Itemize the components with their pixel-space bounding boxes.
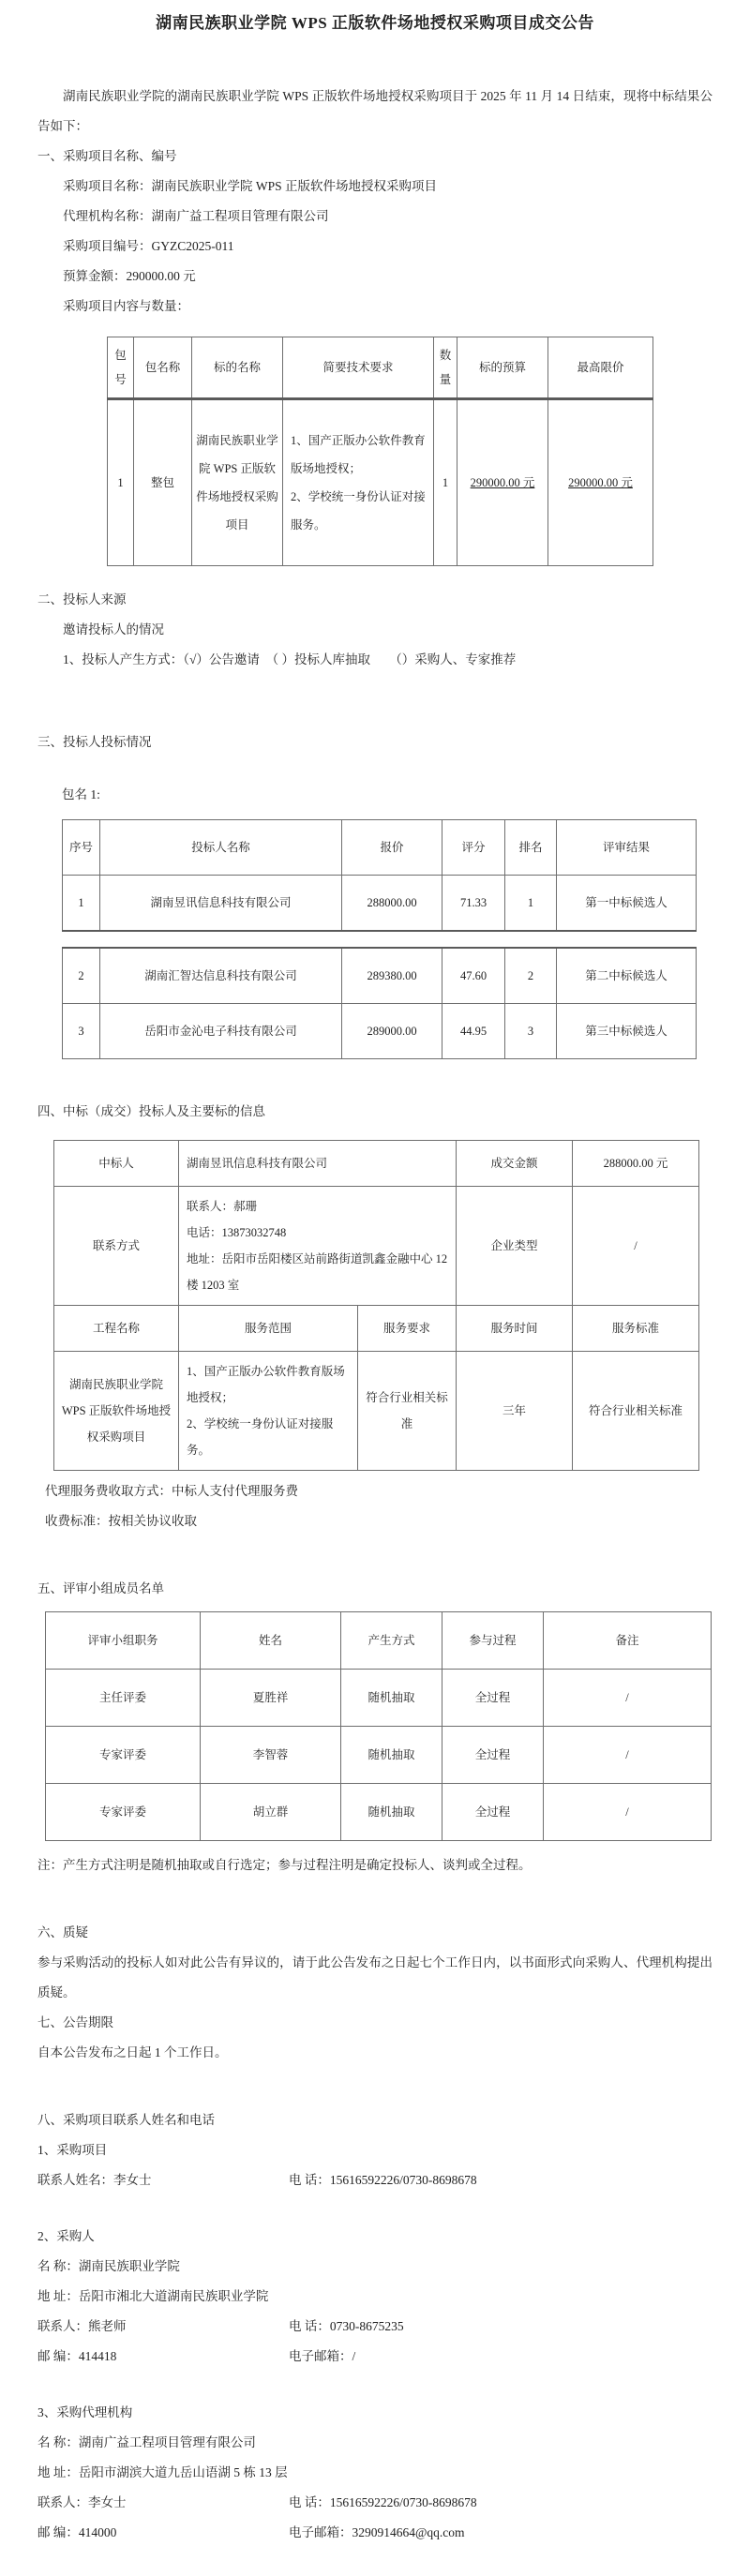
col-header-service-standard: 服务标准 — [573, 1306, 699, 1352]
committee-member-name: 李智蓉 — [201, 1727, 341, 1784]
bidder-seq: 1 — [63, 876, 100, 932]
sub2-label: 2、采购人 — [38, 2229, 95, 2243]
committee-member-name: 胡立群 — [201, 1784, 341, 1841]
project-contact-phone: 电 话：15616592226/0730-8698678 — [289, 2173, 477, 2187]
sub3-label: 3、采购代理机构 — [38, 2405, 133, 2419]
bidders-table-part2 — [62, 947, 697, 1059]
award-info-table — [53, 1140, 699, 1471]
service-row — [54, 1352, 699, 1471]
bidder-row — [63, 1004, 697, 1059]
bidder-score: 47.60 — [442, 948, 505, 1004]
bidder-result: 第三中标候选人 — [557, 1004, 697, 1059]
bidder-score: 71.33 — [442, 876, 505, 932]
purchaser-zip-email-row — [38, 2342, 712, 2372]
col-header-project-name: 工程名称 — [54, 1306, 179, 1352]
committee-participation: 全过程 — [442, 1727, 544, 1784]
col-header-remark: 备注 — [544, 1612, 712, 1670]
committee-selection-method: 随机抽取 — [341, 1727, 442, 1784]
service-scope-1: 1、国产正版办公软件教育版场地授权； — [187, 1365, 345, 1404]
committee-selection-method: 随机抽取 — [341, 1670, 442, 1727]
col-header-price: 报价 — [342, 820, 442, 876]
package-label: 包名 1: — [62, 787, 100, 801]
committee-selection-method: 随机抽取 — [341, 1784, 442, 1841]
col-header-review-result: 评审结果 — [557, 820, 697, 876]
project-contact-row — [38, 2165, 712, 2195]
service-scope-2: 2、学校统一身份认证对接服务。 — [187, 1417, 334, 1457]
purchaser-name-line: 名 称：湖南民族职业学院 — [38, 2259, 180, 2273]
package-name-cell: 整包 — [134, 399, 192, 566]
col-header-package-name: 包名称 — [134, 337, 192, 399]
contact-info-cell — [179, 1187, 457, 1306]
col-header-seq: 序号 — [63, 820, 100, 876]
agency-contact-row — [38, 2488, 712, 2518]
bidder-row — [63, 876, 697, 932]
bidder-score: 44.95 — [442, 1004, 505, 1059]
col-header-bidder-name: 投标人名称 — [100, 820, 342, 876]
service-time: 三年 — [457, 1352, 573, 1471]
purchaser-email: 电子邮箱：/ — [289, 2349, 356, 2363]
bidder-name: 湖南昱讯信息科技有限公司 — [100, 876, 342, 932]
col-header-rank: 排名 — [505, 820, 557, 876]
max-price-cell: 290000.00 元 — [548, 399, 653, 566]
enterprise-type-label: 企业类型 — [457, 1187, 573, 1306]
agency-contact-phone: 电 话：15616592226/0730-8698678 — [289, 2495, 477, 2509]
section3-heading: 三、投标人投标情况 — [38, 735, 152, 749]
col-header-max-price: 最高限价 — [548, 337, 653, 399]
col-header-quantity: 数量 — [434, 337, 458, 399]
contact-label: 联系方式 — [54, 1187, 179, 1306]
winner-label: 中标人 — [54, 1141, 179, 1187]
committee-role: 专家评委 — [46, 1784, 201, 1841]
intro-paragraph: 湖南民族职业学院的湖南民族职业学院 WPS 正版软件场地授权采购项目于 2025 年 11 月 14 日结束，现将中标结果公告如下： — [38, 89, 712, 133]
col-header-committee-role: 评审小组职务 — [46, 1612, 201, 1670]
subject-budget-cell: 290000.00 元 — [458, 399, 548, 566]
bidders-table-header-row — [63, 820, 697, 876]
col-header-service-time: 服务时间 — [457, 1306, 573, 1352]
winner-name: 湖南昱讯信息科技有限公司 — [179, 1141, 457, 1187]
award-amount-label: 成交金额 — [457, 1141, 573, 1187]
committee-role: 专家评委 — [46, 1727, 201, 1784]
col-header-subject-name: 标的名称 — [192, 337, 283, 399]
package-table — [107, 337, 653, 566]
tech-requirement-2: 2、学校统一身份认证对接服务。 — [291, 490, 426, 532]
committee-member-name: 夏胜祥 — [201, 1670, 341, 1727]
package-table-header-row — [108, 337, 653, 399]
committee-remark: / — [544, 1670, 712, 1727]
winner-contact-address: 地址：岳阳市岳阳楼区站前路街道凯鑫金融中心 12 楼 1203 室 — [187, 1252, 448, 1292]
budget-line: 预算金额：290000.00 元 — [63, 269, 196, 283]
committee-remark: / — [544, 1727, 712, 1784]
agency-zip-email-row — [38, 2518, 712, 2548]
purchaser-contact-phone: 电 话：0730-8675235 — [289, 2319, 404, 2333]
winner-contact-person: 联系人：郝珊 — [187, 1200, 258, 1213]
agency-email: 电子邮箱：3290914664@qq.com — [289, 2525, 465, 2539]
bidder-name: 湖南汇智达信息科技有限公司 — [100, 948, 342, 1004]
package-no-cell: 1 — [108, 399, 134, 566]
bidder-rank: 1 — [505, 876, 557, 932]
award-amount: 288000.00 元 — [573, 1141, 699, 1187]
project-name-line: 采购项目名称：湖南民族职业学院 WPS 正版软件场地授权采购项目 — [63, 179, 438, 193]
col-header-service-requirement: 服务要求 — [358, 1306, 457, 1352]
col-header-selection-method: 产生方式 — [341, 1612, 442, 1670]
tech-requirement-1: 1、国产正版办公软件教育版场地授权； — [291, 434, 426, 475]
project-number-line: 采购项目编号：GYZC2025-011 — [63, 239, 234, 253]
bidder-source-method-line: 1、投标人产生方式：（√）公告邀请 （ ）投标人库抽取 （）采购人、专家推荐 — [63, 652, 517, 666]
col-header-score: 评分 — [442, 820, 505, 876]
invite-bidders-line: 邀请投标人的情况 — [63, 622, 164, 637]
col-header-service-scope: 服务范围 — [179, 1306, 358, 1352]
page-title: 湖南民族职业学院 WPS 正版软件场地授权采购项目成交公告 — [156, 14, 594, 32]
bidder-result: 第二中标候选人 — [557, 948, 697, 1004]
fee-standard-line: 收费标准：按相关协议收取 — [45, 1514, 197, 1528]
committee-note: 注：产生方式注明是随机抽取或自行选定；参与过程注明是确定投标人、谈判或全过程。 — [38, 1858, 532, 1872]
col-header-member-name: 姓名 — [201, 1612, 341, 1670]
bidder-seq: 3 — [63, 1004, 100, 1059]
section6-heading: 六、质疑 — [38, 1925, 88, 1939]
winner-contact-phone: 电话：13873032748 — [187, 1226, 287, 1239]
purchaser-address-line: 地 址：岳阳市湘北大道湖南民族职业学院 — [38, 2289, 269, 2303]
committee-row — [46, 1727, 712, 1784]
purchaser-contact-name: 联系人：熊老师 — [38, 2319, 127, 2333]
tech-requirements-cell — [283, 399, 434, 566]
committee-remark: / — [544, 1784, 712, 1841]
package-table-row — [108, 399, 653, 566]
service-requirement: 符合行业相关标准 — [358, 1352, 457, 1471]
service-project-name: 湖南民族职业学院WPS 正版软件场地授权采购项目 — [54, 1352, 179, 1471]
committee-participation: 全过程 — [442, 1670, 544, 1727]
section5-heading: 五、评审小组成员名单 — [38, 1581, 164, 1595]
content-quantity-line: 采购项目内容与数量： — [63, 299, 189, 313]
agency-contact-name: 联系人：李女士 — [38, 2495, 127, 2509]
bidder-price: 289380.00 — [342, 948, 442, 1004]
quantity-cell: 1 — [434, 399, 458, 566]
col-header-subject-budget: 标的预算 — [458, 337, 548, 399]
agency-address-line: 地 址：岳阳市湖滨大道九岳山语湖 5 栋 13 层 — [38, 2465, 288, 2479]
col-header-tech-requirements: 简要技术要求 — [283, 337, 434, 399]
project-contact-name: 联系人姓名：李女士 — [38, 2173, 152, 2187]
section8-heading: 八、采购项目联系人姓名和电话 — [38, 2113, 215, 2127]
agency-fee-method-line: 代理服务费收取方式：中标人支付代理服务费 — [45, 1484, 298, 1498]
service-standard: 符合行业相关标准 — [573, 1352, 699, 1471]
review-committee-table — [45, 1611, 712, 1841]
committee-row — [46, 1784, 712, 1841]
committee-participation: 全过程 — [442, 1784, 544, 1841]
subject-name-cell: 湖南民族职业学院 WPS 正版软件场地授权采购项目 — [192, 399, 283, 566]
objection-paragraph: 参与采购活动的投标人如对此公告有异议的，请于此公告发布之日起七个工作日内，以书面形式向采购人、代理机构提出质疑。 — [38, 1955, 712, 1999]
section4-heading: 四、中标（成交）投标人及主要标的信息 — [38, 1104, 265, 1118]
bidder-price: 289000.00 — [342, 1004, 442, 1059]
purchaser-zip: 邮 编：414418 — [38, 2349, 117, 2363]
section2-heading: 二、投标人来源 — [38, 592, 127, 607]
sub1-label: 1、采购项目 — [38, 2143, 108, 2157]
section1-heading: 一、采购项目名称、编号 — [38, 149, 177, 163]
section7-heading: 七、公告期限 — [38, 2015, 113, 2029]
bidder-rank: 2 — [505, 948, 557, 1004]
col-header-participation: 参与过程 — [442, 1612, 544, 1670]
winner-row — [54, 1141, 699, 1187]
bidder-price: 288000.00 — [342, 876, 442, 932]
bidder-result: 第一中标候选人 — [557, 876, 697, 932]
service-header-row — [54, 1306, 699, 1352]
committee-role: 主任评委 — [46, 1670, 201, 1727]
col-header-package-no: 包号 — [108, 337, 134, 399]
committee-row — [46, 1670, 712, 1727]
contact-row — [54, 1187, 699, 1306]
bidders-table-part1 — [62, 819, 697, 932]
purchaser-contact-row — [38, 2312, 712, 2342]
agency-name-line: 代理机构名称：湖南广益工程项目管理有限公司 — [63, 209, 329, 223]
committee-header-row — [46, 1612, 712, 1670]
service-scope-cell — [179, 1352, 358, 1471]
bidder-name: 岳阳市金沁电子科技有限公司 — [100, 1004, 342, 1059]
agency-zip: 邮 编：414000 — [38, 2525, 117, 2539]
enterprise-type-value: / — [573, 1187, 699, 1306]
bidder-row — [63, 948, 697, 1004]
agency-name-line2: 名 称：湖南广益工程项目管理有限公司 — [38, 2435, 256, 2449]
announcement-period-line: 自本公告发布之日起 1 个工作日。 — [38, 2045, 228, 2059]
bidder-seq: 2 — [63, 948, 100, 1004]
bidder-rank: 3 — [505, 1004, 557, 1059]
